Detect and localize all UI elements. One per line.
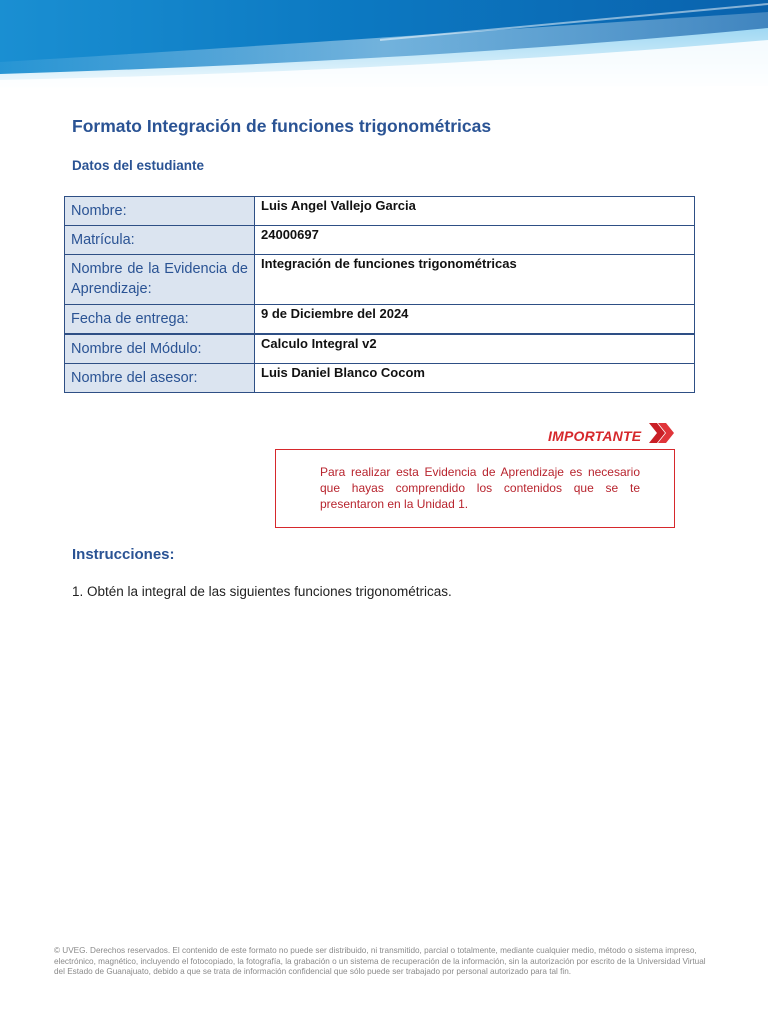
important-notice-text: Para realizar esta Evidencia de Aprendizaje es necesario que hayas comprendido los contenidos que se te presentaron en la Unidad 1. <box>320 465 640 511</box>
document-title: Formato Integración de funciones trigonométricas <box>72 116 492 136</box>
student-info-table <box>64 196 695 393</box>
table-row <box>65 364 695 393</box>
important-notice-box <box>275 449 675 528</box>
row-label: Matrícula: <box>65 226 255 255</box>
row-label: Nombre del Módulo: <box>65 334 255 364</box>
important-label: IMPORTANTE <box>548 427 642 444</box>
table-row <box>65 305 695 335</box>
table-row <box>65 197 695 226</box>
instructions-title: Instrucciones: <box>72 546 175 563</box>
row-label: Nombre: <box>65 197 255 226</box>
instruction-item: 1. Obtén la integral de las siguientes funciones trigonométricas. <box>72 584 452 599</box>
row-value: 24000697 <box>255 226 695 255</box>
row-label: Nombre de la Evidencia de Aprendizaje: <box>65 255 255 305</box>
table-row <box>65 226 695 255</box>
row-value: 9 de Diciembre del 2024 <box>255 305 695 335</box>
copyright-footer: © UVEG. Derechos reservados. El contenido de este formato no puede ser distribuido, ni transmitido, parcial o totalmente, mediante cualquier medio, método o sistema impreso, electrónico, magnético, incluyendo el fotocopiado, la fotografía, la grabación o un sistema de recuperación de la información, sin la autorización por escrito de la Universidad Virtual del Estado de Guanajuato, debido a que se trata de información confidencial que sólo puede ser trabajado por personal autorizado para tal fin. <box>54 946 706 976</box>
row-label: Fecha de entrega: <box>65 305 255 335</box>
header-banner <box>0 0 768 96</box>
row-label: Nombre del asesor: <box>65 364 255 393</box>
important-heading <box>548 420 675 451</box>
student-section-title: Datos del estudiante <box>72 158 205 173</box>
table-row <box>65 334 695 364</box>
row-value: Calculo Integral v2 <box>255 334 695 364</box>
row-value: Luis Angel Vallejo Garcia <box>255 197 695 226</box>
table-row <box>65 255 695 305</box>
double-chevron-right-icon <box>647 420 675 451</box>
row-value: Luis Daniel Blanco Cocom <box>255 364 695 393</box>
row-value: Integración de funciones trigonométricas <box>255 255 695 305</box>
